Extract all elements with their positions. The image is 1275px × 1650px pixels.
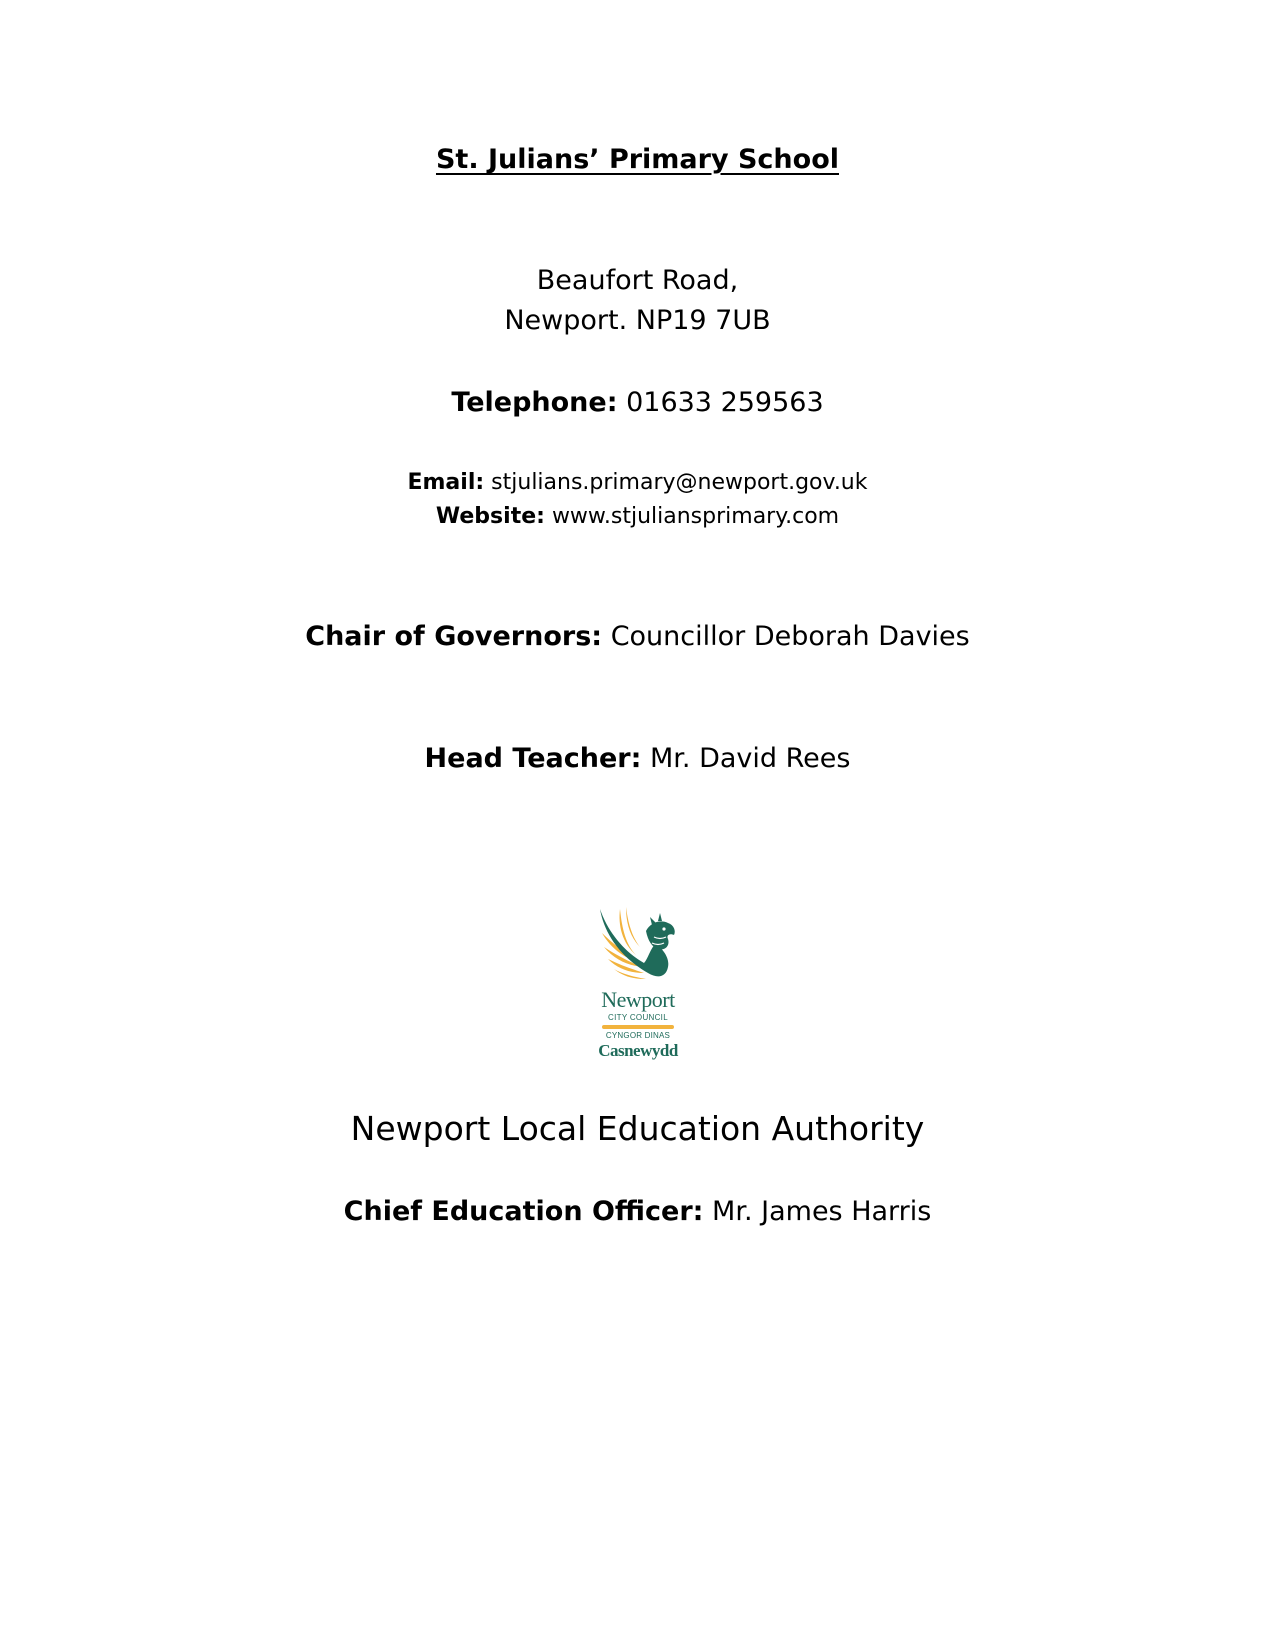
head-teacher-line <box>0 743 1275 774</box>
website-label: Website: <box>435 504 545 529</box>
telephone-line <box>0 387 1275 418</box>
telephone-value: 01633 259563 <box>626 387 824 418</box>
email-value[interactable]: stjulians.primary@newport.gov.uk <box>491 470 868 495</box>
logo-cyngor-dinas-text: CYNGOR DINAS <box>605 1031 671 1040</box>
chair-value: Councillor Deborah Davies <box>610 621 970 652</box>
logo-casnewydd-text: Casnewydd <box>598 1041 678 1060</box>
head-teacher-value: Mr. David Rees <box>650 743 851 774</box>
email-line <box>0 470 1275 495</box>
education-authority-heading: Newport Local Education Authority <box>350 1109 925 1148</box>
newport-city-council-logo <box>596 903 680 1063</box>
address-line-2: Newport. NP19 7UB <box>504 305 771 336</box>
dragon-icon <box>596 903 680 987</box>
head-teacher-label: Head Teacher: <box>424 743 642 774</box>
ceo-value: Mr. James Harris <box>712 1196 932 1227</box>
telephone-label: Telephone: <box>451 387 618 418</box>
chair-label: Chair of Governors: <box>305 621 603 652</box>
logo-city-council-text: CITY COUNCIL <box>608 1013 668 1022</box>
chair-of-governors-line <box>0 621 1275 652</box>
school-name-heading: St. Julians’ Primary School <box>435 144 839 175</box>
ceo-label: Chief Education Officer: <box>343 1196 704 1227</box>
website-line <box>0 504 1275 529</box>
logo-newport-text: Newport <box>601 987 675 1012</box>
logo-swoosh-divider <box>602 1025 674 1029</box>
website-value[interactable]: www.stjuliansprimary.com <box>551 504 840 529</box>
email-label: Email: <box>407 470 485 495</box>
address-line-1: Beaufort Road, <box>536 265 739 296</box>
chief-education-officer-line <box>0 1196 1275 1227</box>
